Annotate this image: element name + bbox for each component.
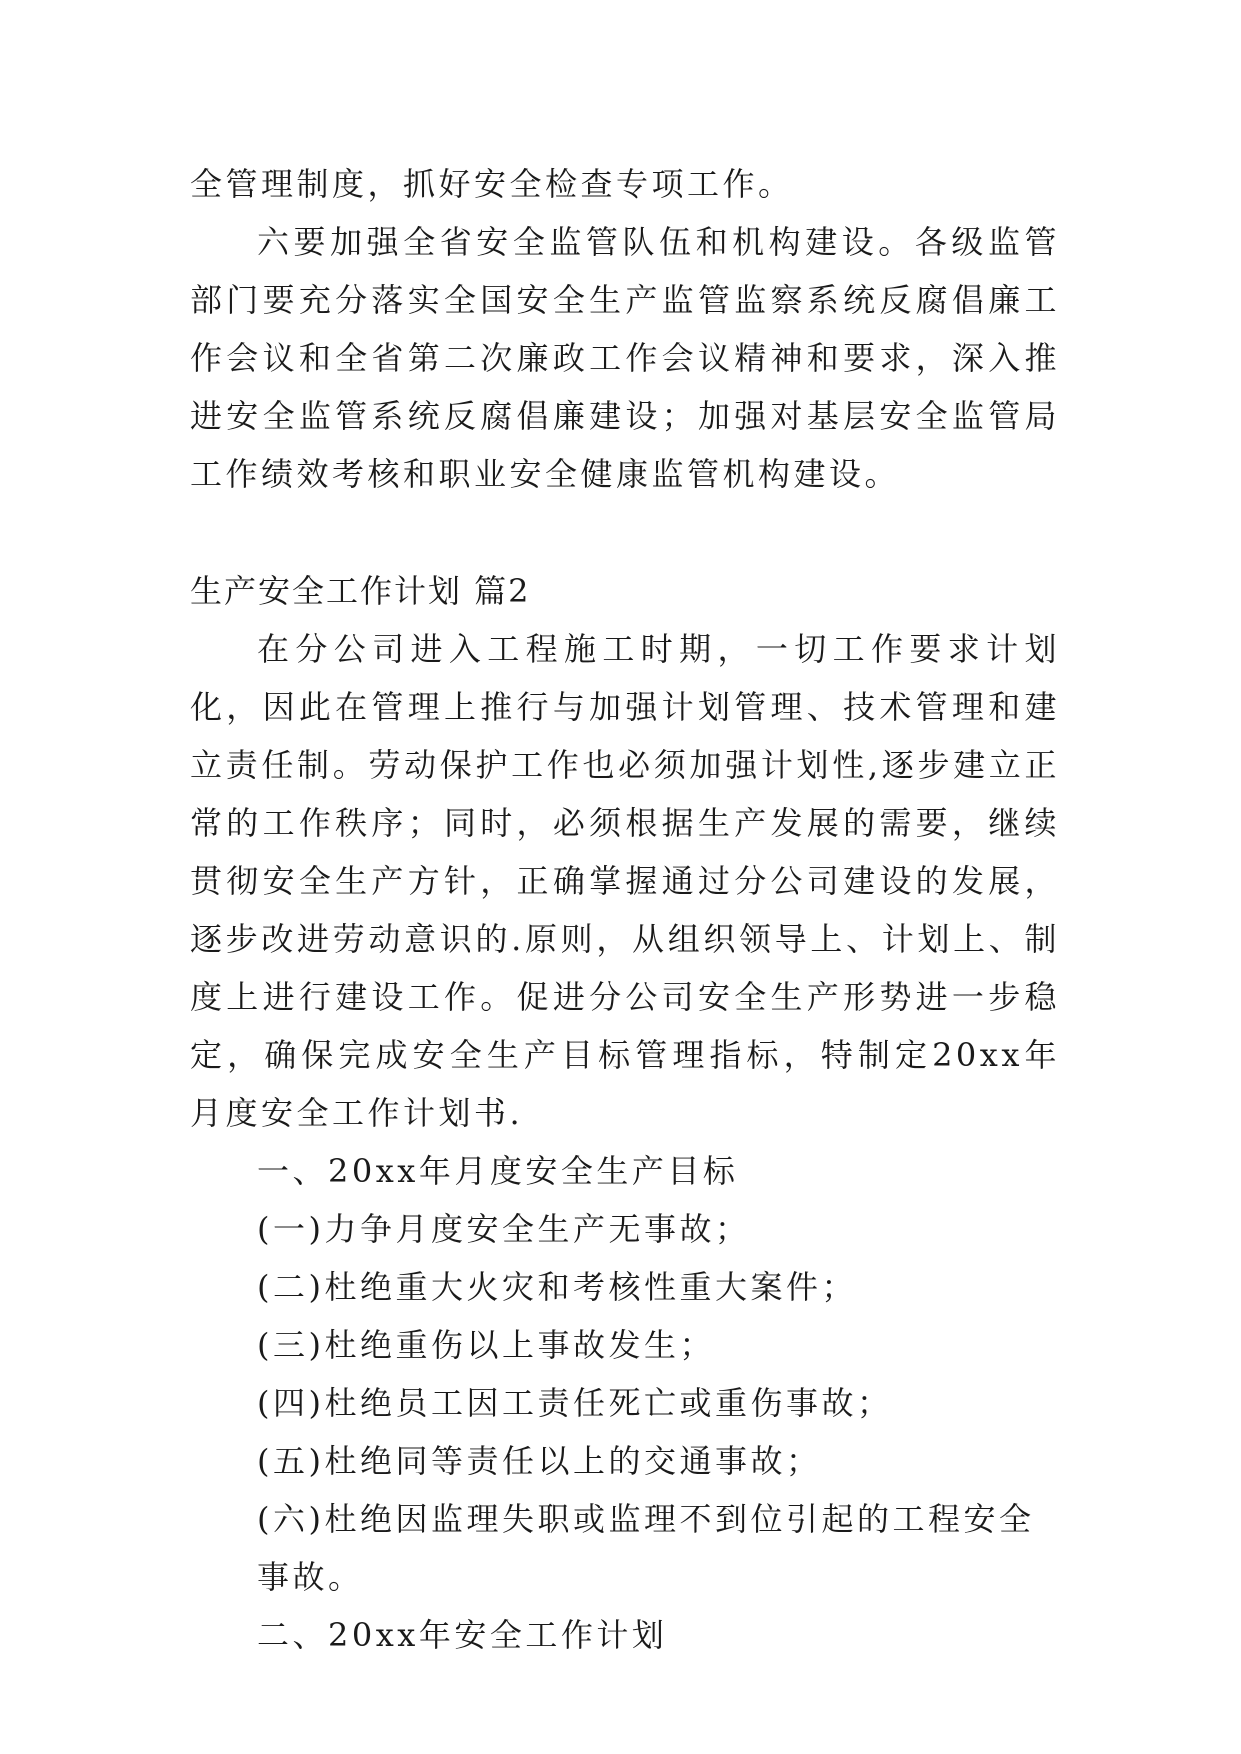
section-heading: 生产安全工作计划 篇2 xyxy=(190,572,531,610)
goal-item: (一)力争月度安全生产无事故； xyxy=(257,1210,751,1248)
paragraph-supervision: 六要加强全省安全监管队伍和机构建设。各级监管部门要充分落实全国安全生产监管监察系统反腐倡廉工作会议和全省第二次廉政工作会议精神和要求，深入推进安全监管系统反腐倡廉建设；加强对基层安全监管局工作绩效考核和职业安全健康监管机构建设。 xyxy=(190,223,1060,493)
paragraph-intro: 在分公司进入工程施工时期，一切工作要求计划化，因此在管理上推行与加强计划管理、技术管理和建立责任制。劳动保护工作也必须加强计划性,逐步建立正常的工作秩序；同时，必须根据生产发展的需要，继续贯彻安全生产方针，正确掌握通过分公司建设的发展，逐步改进劳动意识的.原则，从组织领导上、计划上、制度上进行建设工作。促进分公司安全生产形势进一步稳定，确保完成安全生产目标管理指标，特制定20xx年月度安全工作计划书. xyxy=(190,630,1060,1132)
goal-item: (六)杜绝因监理失职或监理不到位引起的工程安全事故。 xyxy=(257,1500,1035,1596)
paragraph-continuation: 全管理制度，抓好安全检查专项工作。 xyxy=(190,165,794,203)
subsection-title-goals: 一、20xx年月度安全生产目标 xyxy=(257,1152,739,1190)
document-body xyxy=(190,155,1060,1664)
goal-item: (三)杜绝重伤以上事故发生； xyxy=(257,1326,715,1364)
subsection-title-plan: 二、20xx年安全工作计划 xyxy=(257,1616,668,1654)
goal-item: (二)杜绝重大火灾和考核性重大案件； xyxy=(257,1268,857,1306)
goal-item: (五)杜绝同等责任以上的交通事故； xyxy=(257,1442,822,1480)
goal-item: (四)杜绝员工因工责任死亡或重伤事故； xyxy=(257,1384,893,1422)
